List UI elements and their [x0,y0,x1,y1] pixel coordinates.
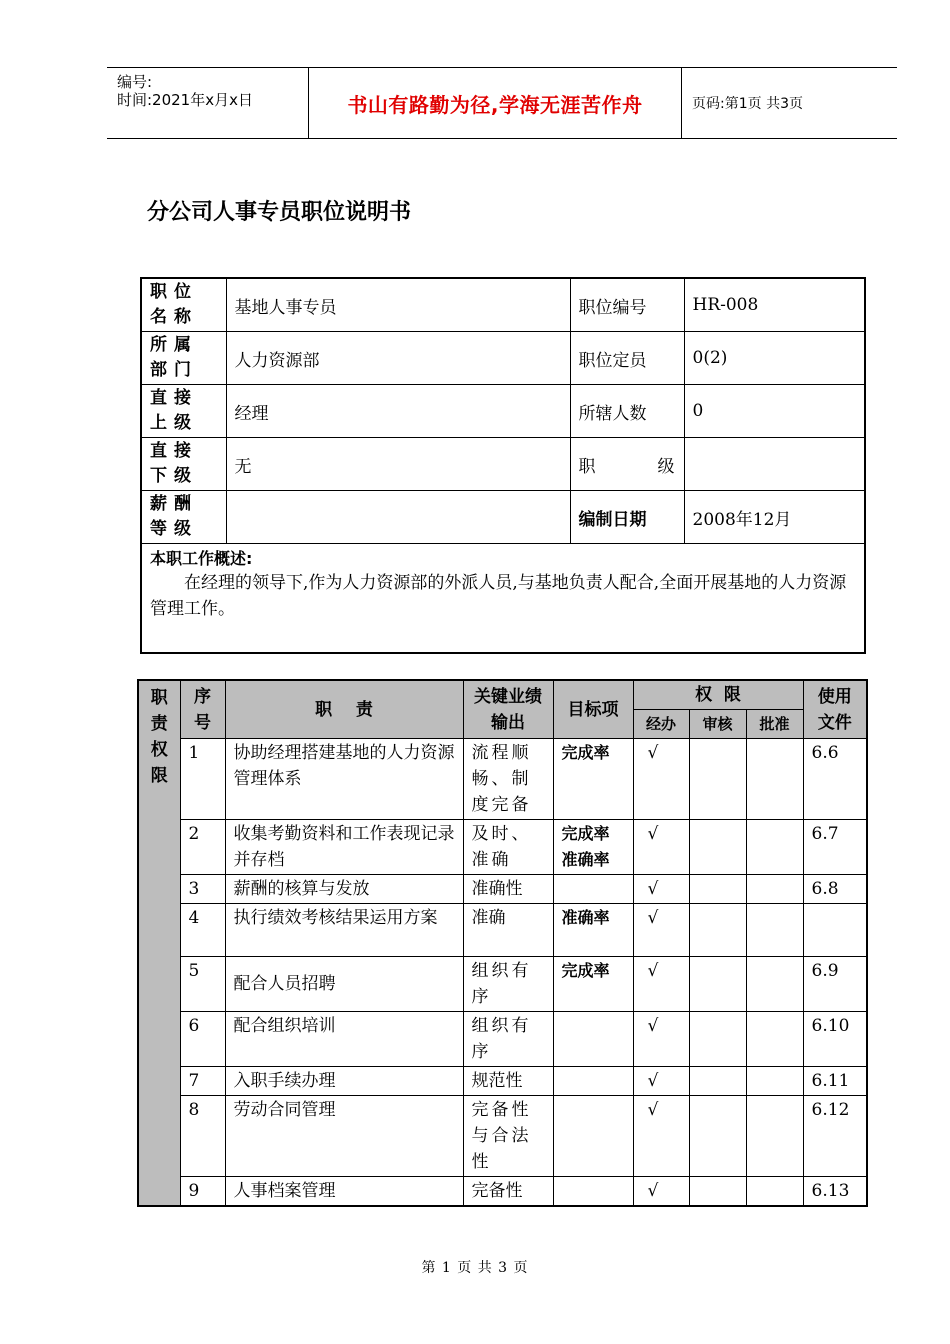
approve-cell [746,957,803,1012]
info-label: 直接上级 [141,385,226,438]
rank-label-part-1: 职 [578,456,596,477]
header-target: 目标项 [553,680,633,739]
summary-title: 本职工作概述: [150,549,253,568]
seq-cell: 7 [180,1067,225,1096]
info-label: 所属部门 [141,332,226,385]
slogan: 书山有路勤为径,学海无涯苦作舟 [347,92,643,117]
target-cell [553,1177,633,1207]
table-row [138,1177,867,1207]
handle-cell: √ [633,957,689,1012]
header-page-cell [682,68,897,138]
document-header [107,67,897,139]
header-meta-cell [107,68,309,138]
seq-cell: 6 [180,1012,225,1067]
approve-cell [746,1012,803,1067]
duty-cell: 收集考勤资料和工作表现记录并存档 [225,820,463,875]
job-summary [141,544,865,654]
info-value-2: 2008年12月 [684,491,865,544]
info-value [226,491,570,544]
table-row [138,1012,867,1067]
header-authority: 权 限 [633,680,803,710]
duty-cell: 薪酬的核算与发放 [225,875,463,904]
doc-cell: 6.6 [803,739,867,820]
kpo-cell: 及时、准确 [463,820,553,875]
approve-cell [746,875,803,904]
table-row [138,957,867,1012]
target-cell [553,875,633,904]
duty-cell: 协助经理搭建基地的人力资源管理体系 [225,739,463,820]
header-row [138,680,867,710]
duty-cell: 人事档案管理 [225,1177,463,1207]
approve-cell [746,820,803,875]
review-cell [689,957,746,1012]
kpo-cell: 流程顺畅、制度完备 [463,739,553,820]
target-cell [553,1096,633,1177]
handle-cell: √ [633,875,689,904]
info-label: 职位名称 [141,278,226,332]
info-label-2 [570,438,684,491]
header-review: 审核 [689,710,746,739]
info-label: 薪酬等级 [141,491,226,544]
kpo-cell: 组织有序 [463,1012,553,1067]
table-row [138,820,867,875]
target-cell: 完成率 准确率 [553,820,633,875]
target-cell [553,1012,633,1067]
review-cell [689,875,746,904]
target-cell [553,1067,633,1096]
info-value-2 [684,438,865,491]
review-cell [689,1096,746,1177]
table-row [138,739,867,820]
duty-cell: 劳动合同管理 [225,1096,463,1177]
review-cell [689,1012,746,1067]
target-cell: 完成率 [553,957,633,1012]
doc-cell: 6.7 [803,820,867,875]
info-value: 经理 [226,385,570,438]
duty-cell: 配合组织培训 [225,1012,463,1067]
info-value-2: 0(2) [684,332,865,385]
info-label-2: 编制日期 [570,491,684,544]
handle-cell: √ [633,739,689,820]
position-info-table [140,277,866,654]
time-label: 时间:2021年x月x日 [117,91,253,109]
rank-label-part-2: 级 [657,456,675,477]
info-label-2: 职位编号 [570,278,684,332]
target-cell: 完成率 [553,739,633,820]
review-cell [689,1177,746,1207]
duty-cell: 执行绩效考核结果运用方案 [225,904,463,957]
kpo-cell: 准确性 [463,875,553,904]
seq-cell: 5 [180,957,225,1012]
info-row [141,278,865,332]
kpo-cell: 完备性与合法性 [463,1096,553,1177]
info-row [141,438,865,491]
duties-table [137,679,868,1207]
table-row [138,1067,867,1096]
duty-cell: 入职手续办理 [225,1067,463,1096]
info-label-2: 职位定员 [570,332,684,385]
seq-cell: 3 [180,875,225,904]
seq-cell: 4 [180,904,225,957]
handle-cell: √ [633,904,689,957]
info-value: 无 [226,438,570,491]
approve-cell [746,1067,803,1096]
info-value-2: 0 [684,385,865,438]
header-seq: 序号 [180,680,225,739]
page-title: 分公司人事专员职位说明书 [147,200,412,225]
info-label: 直接下级 [141,438,226,491]
page-info: 页码:第1页 共3页 [692,96,803,112]
info-value-2: HR-008 [684,278,865,332]
summary-text: 在经理的领导下,作为人力资源部的外派人员,与基地负责人配合,全面开展基地的人力资源管理工作。 [150,573,847,619]
handle-cell: √ [633,1012,689,1067]
table-row [138,904,867,957]
approve-cell [746,904,803,957]
info-value: 基地人事专员 [226,278,570,332]
page-footer: 第 1 页 共 3 页 [421,1260,529,1276]
doc-cell: 6.12 [803,1096,867,1177]
review-cell [689,1067,746,1096]
kpo-cell: 完备性 [463,1177,553,1207]
table-row [138,875,867,904]
handle-cell: √ [633,1067,689,1096]
table-row [138,1096,867,1177]
review-cell [689,739,746,820]
header-duty: 职 责 [225,680,463,739]
header-handle: 经办 [633,710,689,739]
approve-cell [746,1096,803,1177]
handle-cell: √ [633,1096,689,1177]
doc-cell: 6.10 [803,1012,867,1067]
header-slogan-cell [309,68,682,138]
review-cell [689,904,746,957]
handle-cell: √ [633,1177,689,1207]
seq-cell: 1 [180,739,225,820]
info-row [141,332,865,385]
kpo-cell: 准确 [463,904,553,957]
doc-cell: 6.13 [803,1177,867,1207]
header-kpo: 关键业绩输出 [463,680,553,739]
target-cell: 准确率 [553,904,633,957]
info-value: 人力资源部 [226,332,570,385]
duty-cell: 配合人员招聘 [225,957,463,1012]
approve-cell [746,739,803,820]
info-row [141,491,865,544]
doc-cell [803,904,867,957]
kpo-cell: 组织有序 [463,957,553,1012]
header-docs: 使用文件 [803,680,867,739]
side-label-cell [138,680,180,1206]
seq-cell: 2 [180,820,225,875]
info-row [141,385,865,438]
doc-cell: 6.8 [803,875,867,904]
info-label-2: 所辖人数 [570,385,684,438]
approve-cell [746,1177,803,1207]
review-cell [689,820,746,875]
header-approve: 批准 [746,710,803,739]
handle-cell: √ [633,820,689,875]
seq-cell: 9 [180,1177,225,1207]
number-label: 编号: [117,73,153,91]
summary-row [141,544,865,654]
side-label: 职责权限 [150,688,168,786]
doc-cell: 6.11 [803,1067,867,1096]
seq-cell: 8 [180,1096,225,1177]
doc-cell: 6.9 [803,957,867,1012]
kpo-cell: 规范性 [463,1067,553,1096]
